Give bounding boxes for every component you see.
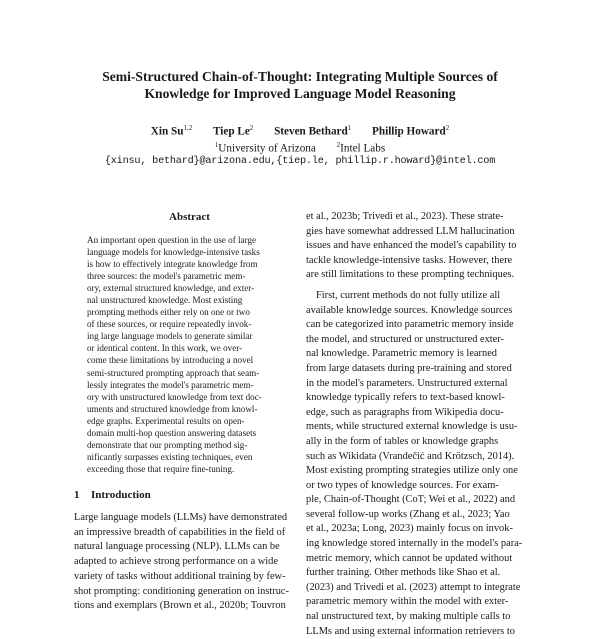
- section-number: 1: [74, 489, 80, 501]
- text-line: are still limitations to these prompting techniques.: [306, 269, 515, 281]
- text-line: natural language processing (NLP). LLMs can be: [74, 541, 280, 553]
- text-line: adapted to achieve strong performance on a wide: [74, 556, 278, 568]
- author-sup: 1,2: [183, 124, 193, 132]
- paragraph: [306, 289, 532, 639]
- paper-title: [40, 68, 560, 102]
- paragraph: [306, 210, 532, 283]
- affiliation-name: University of Arizona: [218, 142, 316, 155]
- affiliations: [40, 139, 560, 156]
- text-line: an impressive breadth of capabilities in the field of: [74, 526, 286, 538]
- text-line: tions and exemplars (Brown et al., 2020b; Touvron: [74, 600, 286, 612]
- text-line: domain multi-hop question answering datasets: [87, 427, 257, 438]
- author-name: Tiep Le: [213, 125, 250, 138]
- text-line: metric memory, which cannot be updated without: [306, 552, 513, 564]
- text-line: shot prompting: conditioning generation on instruc-: [74, 585, 289, 597]
- text-line: edge, such as paragraphs from Wikipedia docu-: [306, 406, 504, 418]
- text-line: the model, and structured or unstructured exter-: [306, 333, 505, 345]
- affiliation-sup: 1: [214, 140, 219, 149]
- text-line: issues and have enhanced the model's capability to: [306, 240, 517, 252]
- text-line: nal unstructured text, by making multiple calls to: [306, 611, 511, 623]
- text-line: ing knowledge stored internally in the model's para-: [306, 538, 523, 550]
- text-line: LLMs and using external information retrievers to: [306, 625, 515, 637]
- text-line: can be categorized into parametric memory inside: [306, 319, 514, 331]
- text-line: such as Wikidata (Vrandečić and Krötzsch, 2014).: [306, 450, 515, 462]
- text-line: prompting methods either rely on one or two: [87, 307, 250, 318]
- text-line: ory with unstructured knowledge from text doc-: [87, 391, 262, 402]
- text-line: three sources: the model's parametric mem-: [87, 271, 246, 282]
- right-column-body: [306, 210, 532, 639]
- intro-body: [74, 511, 304, 614]
- text-line: uments and structured knowledge from knowl-: [87, 403, 258, 414]
- author-emails: {xinsu, bethard}@arizona.edu,{tiep.le, phillip.r.howard}@intel.com: [104, 156, 496, 168]
- text-line: nificantly surpasses existing techniques, even: [87, 451, 253, 462]
- text-line: Large language models (LLMs) have demonstrated: [74, 512, 288, 523]
- text-line: come these limitations by introducing a novel: [87, 355, 254, 366]
- abstract-heading: Abstract: [169, 211, 210, 223]
- author-name: Xin Su: [150, 125, 184, 138]
- text-line: ple, Chain-of-Thought (CoT; Wei et al., 2022) and: [306, 494, 516, 506]
- text-line: lessly integrates the model's parametric mem-: [87, 379, 254, 390]
- title-line: Knowledge for Improved Language Model Reasoning: [144, 86, 456, 101]
- author-name: Phillip Howard: [372, 125, 446, 138]
- affiliation-sup: 2: [336, 140, 341, 149]
- text-line: in the model's parameters. Unstructured external: [306, 377, 508, 389]
- text-line: further training. Other methods like Shao et al.: [306, 567, 501, 579]
- text-line: Most existing prompting strategies utilize only one: [306, 465, 518, 477]
- text-line: gies have somewhat addressed LLM hallucination: [306, 225, 515, 237]
- author-sup: 2: [445, 124, 450, 132]
- text-line: An important open question in the use of large: [87, 235, 257, 245]
- text-line: is how to effectively integrate knowledge from: [87, 259, 258, 270]
- text-line: language models for knowledge-intensive tasks: [87, 247, 260, 258]
- text-line: ments, while structured external knowledge is usu-: [306, 421, 518, 433]
- text-line: several follow-up works (Zhang et al., 2023; Yao: [306, 508, 510, 520]
- text-line: ory, external structured knowledge, and exter-: [87, 283, 255, 294]
- text-line: knowledge typically refers to text-based knowl-: [306, 392, 505, 404]
- author-sup: 1: [347, 124, 352, 132]
- author-block: [40, 122, 560, 168]
- title-line: Semi-Structured Chain-of-Thought: Integrating Multiple Sources of: [102, 69, 498, 84]
- text-line: parametric memory within the model with exter-: [306, 596, 509, 608]
- text-line: or two types of knowledge sources. For exam-: [306, 479, 499, 491]
- author-name: Steven Bethard: [274, 125, 348, 138]
- text-line: First, current methods do not fully utilize all: [316, 289, 501, 301]
- text-line: or identical content. In this work, we over-: [87, 343, 243, 354]
- affiliation-name: Intel Labs: [340, 142, 386, 155]
- author-sup: 2: [249, 124, 254, 132]
- text-line: tackle knowledge-intensive tasks. However, there: [306, 254, 513, 266]
- text-line: edge graphs. Experimental results on open-: [87, 415, 245, 426]
- text-line: of these sources, or require repeatedly invok-: [87, 319, 252, 330]
- text-line: ing large language models to generate similar: [87, 331, 253, 342]
- author-names: [40, 122, 560, 139]
- text-line: variety of tasks without additional training by few-: [74, 570, 286, 582]
- text-line: semi-structured prompting approach that seam-: [87, 367, 260, 378]
- text-line: nal unstructured knowledge. Most existing: [87, 295, 243, 306]
- section-title: Introduction: [91, 489, 151, 501]
- text-line: available knowledge sources. Knowledge sources: [306, 304, 513, 316]
- text-line: exceeding those that require fine-tuning.: [87, 463, 235, 474]
- text-line: from large datasets during pre-training and stored: [306, 362, 512, 374]
- section-heading: [74, 489, 304, 501]
- text-line: nal knowledge. Parametric memory is learned: [306, 348, 498, 360]
- text-line: demonstrate that our prompting method sig-: [87, 439, 248, 450]
- text-line: et al., 2023b; Trivedi et al., 2023). These strate-: [306, 211, 504, 222]
- text-line: ally in the form of tables or knowledge graphs: [306, 435, 499, 447]
- abstract-body: [87, 234, 292, 475]
- text-line: et al., 2023a; Long, 2023) mainly focus on invok-: [306, 523, 513, 535]
- text-line: (2023) and Trivedi et al. (2023) attempt to integrate: [306, 581, 521, 593]
